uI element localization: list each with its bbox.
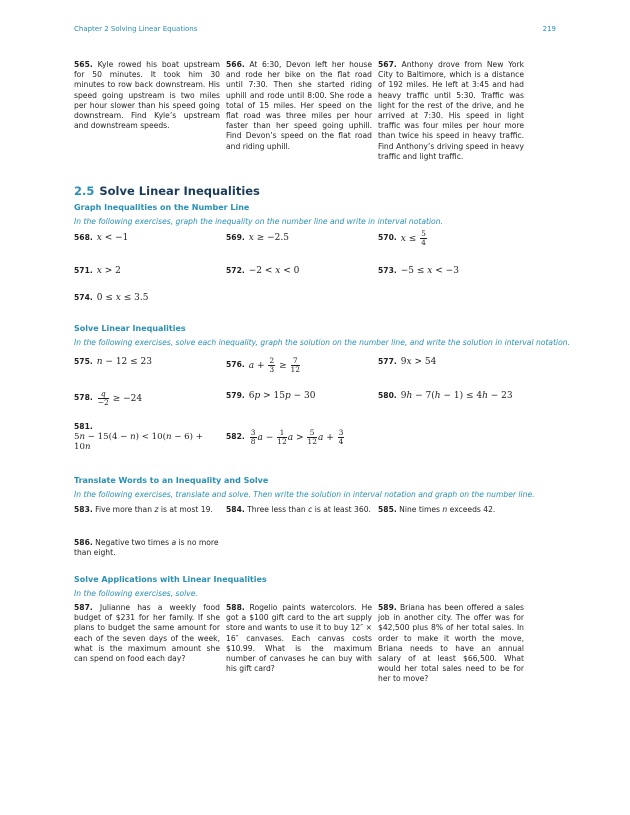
translate-instructions: In the following exercises, translate and solve. Then write the solution in interval notation and graph on the number line. xyxy=(74,490,535,499)
problem-589: 589. Briana has been offered a sales job in another city. The offer was for $42,500 plus 8% of her total sales. In order to make it worth the move, Briana needs to have an annual salary of at least $66,500. What would her total sales need to be for her to move? xyxy=(378,603,524,684)
problem-567: 567. Anthony drove from New York City to Baltimore, which is a distance of 192 miles. He left at 3:45 and had heavy traffic until 5:30. Traffic was light for the rest of the drive, and he arrived at 7:30. His speed in light traffic was four miles per hour more than twice his speed in heavy traffic. Find Anthony’s driving speed in heavy traffic and light traffic. xyxy=(378,60,524,161)
page-number: 219 xyxy=(542,25,556,33)
problem-581: 581. 5n − 15(4 − n) < 10(n − 6) + 10n xyxy=(74,422,203,453)
solve-row-1 xyxy=(74,351,556,374)
fraction: $\frac{1}{12}$ xyxy=(277,427,287,446)
graph-row-3 xyxy=(74,291,556,305)
graph-row-2 xyxy=(74,264,556,278)
problem-585: 585. Nine times n exceeds 42. xyxy=(378,505,496,514)
fraction: $\frac{5}{4}$ xyxy=(421,229,426,247)
graph-heading: Graph Inequalities on the Number Line xyxy=(74,203,250,212)
problem-587: 587. Julianne has a weekly food budget of $231 for her family. If she plans to budget the same amount for each of the seven days of the week, what is the maximum amount she can spend on food each day? xyxy=(74,603,220,664)
problem-576: 576. a + $\frac{2}{3}$ ≥ $\frac{7}{12}$ xyxy=(226,356,301,374)
applications-instructions: In the following exercises, solve. xyxy=(74,589,198,598)
solve-row-2 xyxy=(74,386,556,406)
fraction: $\frac{q}{-2}$ xyxy=(97,389,109,407)
problem-569: 569. x ≥ −2.5 xyxy=(226,233,289,244)
fraction: $\frac{5}{12}$ xyxy=(307,427,317,446)
translate-row-1 xyxy=(74,505,556,515)
graph-instructions: In the following exercises, graph the inequality on the number line and write in interval notation. xyxy=(74,217,443,226)
problem-573: 573. −5 ≤ x < −3 xyxy=(378,265,459,276)
problem-588: 588. Rogelio paints watercolors. He got a $100 gift card to the art supply store and wants to use it to buy 12″ × 16″ canvases. Each canvas costs $10.99. What is the maximum number of canvases he can buy with his gift card? xyxy=(226,603,372,674)
applications-heading: Solve Applications with Linear Inequalities xyxy=(74,575,267,584)
problem-568: 568. x < −1 xyxy=(74,233,129,244)
problem-574: 574. 0 ≤ x ≤ 3.5 xyxy=(74,292,149,303)
problem-583: 583. Five more than z is at most 19. xyxy=(74,505,213,514)
problem-575: 575. n − 12 ≤ 23 xyxy=(74,357,152,368)
problem-565: 565. Kyle rowed his boat upstream for 50 minutes. It took him 30 minutes to row back downstream. His speed going upstream is two miles per hour slower than his speed going downstream. Find Kyle’s upstream and downstream speeds. xyxy=(74,60,220,131)
fraction: $\frac{3}{8}$ xyxy=(250,427,256,446)
problem-577: 577. 9x > 54 xyxy=(378,357,437,368)
problem-572: 572. −2 < x < 0 xyxy=(226,265,300,276)
problem-578: 578. $\frac{q}{-2}$ ≥ −24 xyxy=(74,389,143,407)
fraction: $\frac{7}{12}$ xyxy=(290,356,301,374)
solve-instructions: In the following exercises, solve each inequality, graph the solution on the number line, and write the solution in interval notation. xyxy=(74,338,571,347)
problem-584: 584. Three less than c is at least 360. xyxy=(226,505,371,514)
solve-row-3 xyxy=(74,422,556,453)
problem-582: 582. $\frac{3}{8}$ a − $\frac{1}{12}$ a > $\frac{5}{12}$ a + $\frac{3}{4}$ xyxy=(226,427,344,446)
chapter-title: Chapter 2 Solving Linear Equations xyxy=(74,25,198,33)
problem-580: 580. 9h − 7(h − 1) ≤ 4h − 23 xyxy=(378,391,513,402)
top-problems xyxy=(74,60,556,162)
running-head xyxy=(74,25,556,33)
translate-heading: Translate Words to an Inequality and Solve xyxy=(74,476,269,485)
applications-problems xyxy=(74,603,556,685)
section-title: 2.5 Solve Linear Inequalities xyxy=(74,184,260,198)
problem-586: 586. Negative two times a is no more than eight. xyxy=(74,538,219,558)
problem-571: 571. x > 2 xyxy=(74,265,121,276)
problem-579: 579. 6p > 15p − 30 xyxy=(226,391,316,402)
fraction: $\frac{2}{3}$ xyxy=(269,356,275,374)
problem-570: 570. x ≤ $\frac{5}{4}$ xyxy=(378,229,426,247)
translate-row-2 xyxy=(74,538,556,558)
solve-heading: Solve Linear Inequalities xyxy=(74,324,186,333)
fraction: $\frac{3}{4}$ xyxy=(338,427,344,446)
graph-row-1 xyxy=(74,230,556,246)
problem-566: 566. At 6:30, Devon left her house and rode her bike on the flat road until 7:30. Then she started riding uphill and rode until 8:00. She rode a total of 15 miles. Her speed on the flat road was three miles per hour faster than her speed going uphill. Find Devon’s speed on the flat road and riding uphill. xyxy=(226,60,372,151)
